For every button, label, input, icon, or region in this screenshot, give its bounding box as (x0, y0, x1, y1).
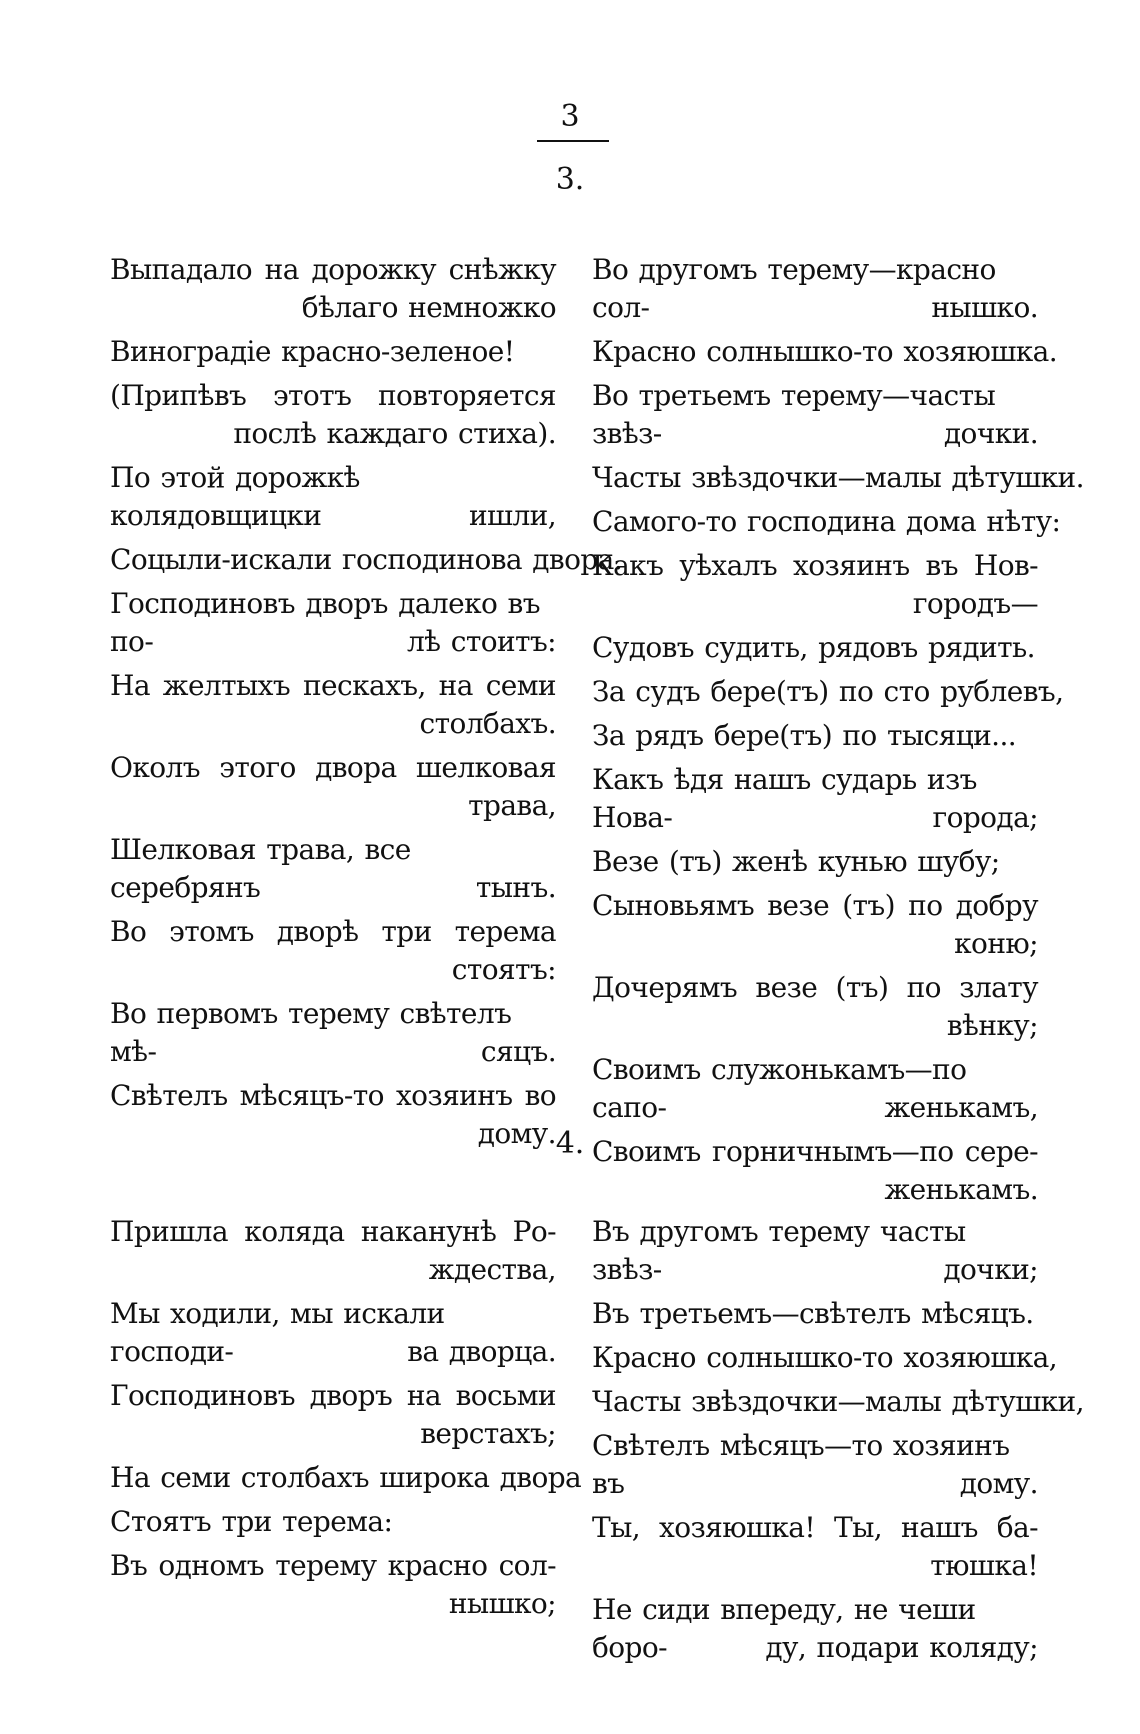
verse-line: Не сиди впереду, не чеши боро- (592, 1593, 976, 1664)
verse-stanza (592, 459, 1084, 497)
verse-stanza (592, 1213, 1038, 1289)
verse-line: Своимъ служонькамъ—по сапо- (592, 1053, 967, 1124)
verse-stanza (110, 1503, 556, 1541)
verse-line: Въ третьемъ—свѣтелъ мѣсяцъ. (592, 1297, 1034, 1330)
verse-line: бѣлаго немножко (301, 291, 556, 324)
verse-line: Своимъ горничнымъ—по сере- (592, 1135, 1038, 1168)
verse-line: тюшка! (930, 1549, 1038, 1582)
verse-line: За рядъ бере(тъ) по тысяци... (592, 719, 1017, 752)
verse-line: Во первомъ терему свѣтелъ мѣ- (110, 997, 512, 1068)
verse-stanza (592, 1295, 1038, 1333)
verse-line: На желтыхъ пескахъ, на семи (110, 669, 556, 702)
verse-line: Во другомъ терему—красно сол- (592, 253, 996, 324)
verse-stanza (592, 503, 1061, 541)
verse-stanza (110, 333, 556, 371)
verse-line: Часты звѣздочки—малы дѣтушки. (592, 461, 1084, 494)
verse-line: Во этомъ дворѣ три терема (110, 915, 556, 948)
verse-stanza (592, 717, 1038, 755)
verse-line: Шелковая трава, все серебрянъ (110, 833, 411, 904)
verse-line: женькамъ. (884, 1173, 1038, 1206)
page-number: 3 (560, 99, 580, 134)
verse-line: Господиновъ дворъ далеко въ по- (110, 587, 540, 658)
verse-line: Часты звѣздочки—малы дѣтушки, (592, 1385, 1084, 1418)
verse-line: Сыновьямъ везе (тъ) по добру (592, 889, 1038, 922)
verse-line: дому. (477, 1117, 556, 1150)
verse-stanza (592, 887, 1038, 963)
verse-line: Ты, хозяюшка! Ты, нашъ ба- (592, 1511, 1038, 1544)
verse-line: городъ— (912, 587, 1038, 620)
verse-line: Судовъ судить, рядовъ рядить. (592, 631, 1035, 664)
verse-stanza (110, 831, 556, 907)
verse-line: Господиновъ дворъ на восьми (110, 1379, 556, 1412)
verse-line: Дочерямъ везе (тъ) по злату (592, 971, 1038, 1004)
verse-line: Соцыли-искали господинова двора. (110, 543, 623, 576)
verse-line: Мы ходили, мы искали господи- (110, 1297, 445, 1368)
verse-line: Въ одномъ терему красно сол- (110, 1549, 556, 1582)
verse-stanza (110, 749, 556, 825)
verse-stanza (110, 251, 556, 327)
verse-line: ждества, (428, 1253, 556, 1286)
verse-column-right (592, 1213, 1084, 1673)
verse-stanza (592, 673, 1064, 711)
verse-line: Выпадало на дорожку снѣжку (110, 253, 556, 286)
verse-line: Какъ ѣдя нашъ сударь изъ Нова- (592, 763, 977, 834)
verse-stanza (592, 761, 1038, 837)
verse-line: Какъ уѣхалъ хозяинъ въ Нов- (592, 549, 1038, 582)
verse-line: послѣ каждаго стиха). (233, 417, 556, 450)
verse-stanza (110, 1213, 556, 1289)
verse-line: дочки; (943, 1253, 1038, 1286)
verse-stanza (592, 333, 1058, 371)
verse-line: нышко. (931, 291, 1038, 324)
verse-line: Пришла коляда наканунѣ Ро- (110, 1215, 556, 1248)
verse-line: Во третьемъ терему—часты звѣз- (592, 379, 996, 450)
verse-stanza (592, 547, 1038, 623)
verse-line: нышко; (448, 1587, 556, 1620)
verse-line: (Припѣвъ этотъ повторяется (110, 379, 556, 412)
verse-line: Виноградіе красно-зеленое! (110, 335, 515, 368)
verse-column-left (110, 1213, 582, 1629)
verse-stanza (110, 667, 556, 743)
verse-stanza (592, 251, 1038, 327)
verse-stanza (592, 629, 1038, 667)
verse-line: стоятъ: (451, 953, 556, 986)
verse-line: Стоятъ три терема: (110, 1505, 393, 1538)
verse-line: столбахъ. (419, 707, 556, 740)
verse-line: Красно солнышко-то хозяюшка. (592, 335, 1058, 368)
verse-stanza (592, 843, 1038, 881)
verse-stanza (110, 541, 623, 579)
verse-stanza (110, 1295, 556, 1371)
verse-line: ва дворца. (407, 1335, 556, 1368)
verse-stanza (592, 969, 1038, 1045)
verse-stanza (592, 1051, 1038, 1127)
verse-line: женькамъ, (884, 1091, 1038, 1124)
verse-line: города; (932, 801, 1038, 834)
section-number: 3. (555, 162, 585, 197)
verse-stanza (110, 1547, 556, 1623)
verse-stanza (110, 377, 556, 453)
verse-stanza (110, 585, 556, 661)
verse-line: сяцъ. (480, 1035, 556, 1068)
section-number: 4. (555, 1126, 585, 1161)
verse-line: коню; (954, 927, 1038, 960)
verse-line: ду, подари коляду; (765, 1631, 1038, 1664)
verse-line: тынъ. (475, 871, 556, 904)
verse-line: Самого-то господина дома нѣту: (592, 505, 1061, 538)
verse-line: дочки. (943, 417, 1038, 450)
verse-stanza (110, 913, 556, 989)
verse-stanza (110, 995, 556, 1071)
verse-stanza (592, 377, 1038, 453)
verse-stanza (592, 1591, 1038, 1667)
verse-line: На семи столбахъ широка двора (110, 1461, 582, 1494)
verse-line: лѣ стоитъ: (406, 625, 556, 658)
verse-stanza (110, 1459, 582, 1497)
verse-stanza (110, 459, 556, 535)
verse-stanza (592, 1509, 1038, 1585)
verse-line: Свѣтелъ мѣсяцъ—то хозяинъ въ (592, 1429, 1010, 1500)
verse-line: Свѣтелъ мѣсяцъ-то хозяинъ во (110, 1079, 556, 1112)
verse-line: Въ другомъ терему часты звѣз- (592, 1215, 966, 1286)
verse-line: трава, (468, 789, 556, 822)
verse-line: вѣнку; (946, 1009, 1038, 1042)
page-number-rule (537, 140, 609, 142)
verse-stanza (110, 1377, 556, 1453)
verse-line: За судъ бере(тъ) по сто рублевъ, (592, 675, 1064, 708)
verse-line: Околъ этого двора шелковая (110, 751, 556, 784)
verse-stanza (592, 1383, 1084, 1421)
verse-line: Красно солнышко-то хозяюшка, (592, 1341, 1058, 1374)
verse-column-left (110, 251, 623, 1159)
verse-line: верстахъ; (420, 1417, 556, 1450)
verse-stanza (592, 1339, 1058, 1377)
verse-line: Везе (тъ) женѣ кунью шубу; (592, 845, 1000, 878)
verse-column-right (592, 251, 1084, 1215)
verse-line: дому. (959, 1467, 1038, 1500)
verse-stanza (592, 1427, 1038, 1503)
verse-line: По этой дорожкѣ колядовщицки (110, 461, 360, 532)
verse-line: ишли, (468, 499, 556, 532)
